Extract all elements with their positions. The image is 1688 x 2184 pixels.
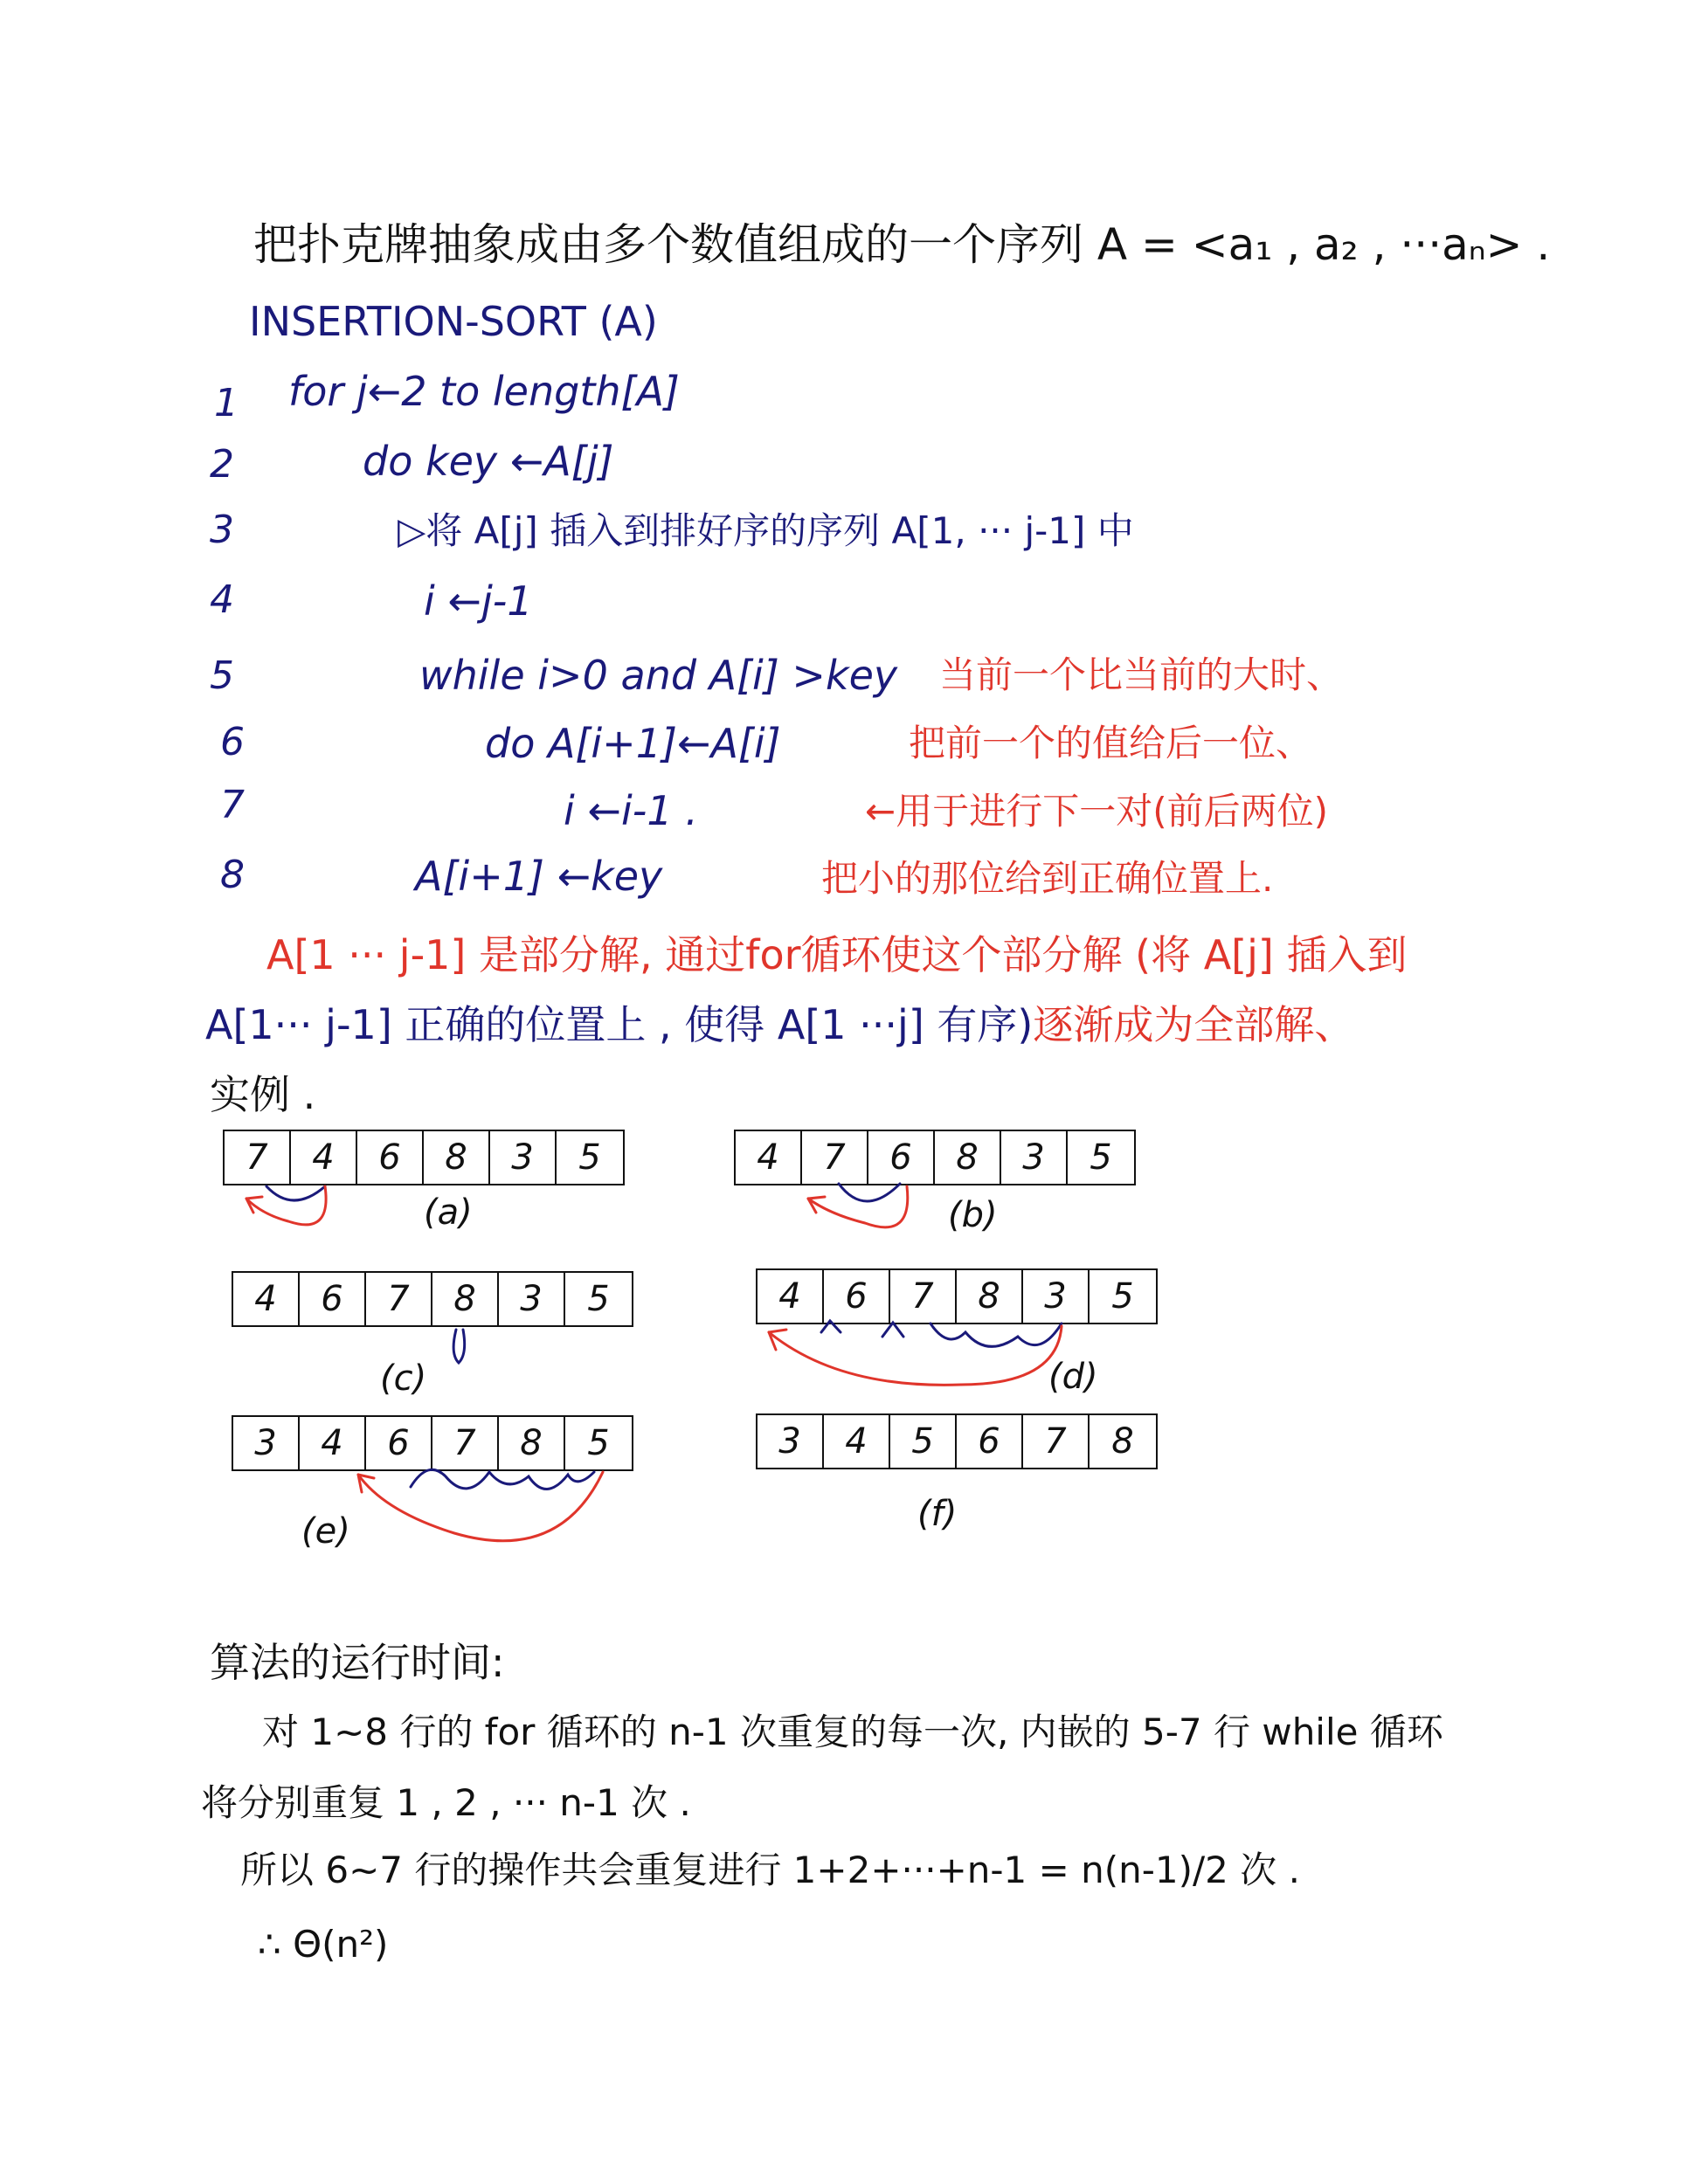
runtime-line: 对 1~8 行的 for 循环的 n-1 次重复的每一次, 内嵌的 5-7 行 while 循环 bbox=[262, 1711, 1443, 1753]
array-cell: 3 bbox=[499, 1273, 565, 1325]
array-cell: 5 bbox=[587, 1423, 610, 1463]
line-number: 1 bbox=[214, 381, 239, 425]
array-cell: 3 bbox=[490, 1131, 557, 1184]
array-cell: 7 bbox=[802, 1131, 868, 1184]
line-number: 7 bbox=[220, 783, 245, 827]
array-label: (e) bbox=[301, 1511, 350, 1552]
array-cell: 5 bbox=[578, 1137, 601, 1178]
array-cell: 6 bbox=[357, 1131, 424, 1184]
code-line: do key ←A[j] bbox=[363, 438, 614, 485]
array-cell: 7 bbox=[1023, 1415, 1090, 1468]
runtime-line: 所以 6~7 行的操作共会重复进行 1+2+···+n-1 = n(n-1)/2 次 . bbox=[240, 1849, 1300, 1891]
blue-swap-arrow bbox=[266, 1186, 325, 1200]
array-cell: 4 bbox=[233, 1273, 300, 1325]
code-line: i ←i-1 . bbox=[564, 787, 698, 834]
runtime-line: 将分别重复 1 , 2 , ··· n-1 次 . bbox=[201, 1781, 691, 1824]
array-cell: 3 bbox=[758, 1415, 824, 1468]
array-label: (f) bbox=[917, 1494, 958, 1534]
array-cell: 5 bbox=[1111, 1276, 1134, 1317]
array-cell: 4 bbox=[736, 1131, 802, 1184]
array-cell: 4 bbox=[824, 1415, 890, 1468]
array-cell: 6 bbox=[366, 1417, 432, 1469]
annotation-line8: 把小的那位给到正确位置上. bbox=[821, 857, 1274, 900]
array-cell: 4 bbox=[300, 1417, 366, 1469]
line-number: 3 bbox=[210, 508, 234, 552]
code-line: do A[i+1]←A[i] bbox=[485, 720, 781, 767]
line-number: 5 bbox=[210, 653, 234, 698]
runtime-line: ∴ Θ(n²) bbox=[258, 1923, 389, 1966]
array-cell: 8 bbox=[935, 1131, 1001, 1184]
annotation-line6: 把前一个的值给后一位、 bbox=[909, 722, 1313, 764]
array-cell: 7 bbox=[366, 1273, 432, 1325]
explanation-line-1: A[1 ··· j-1] 是部分解, 通过for循环使这个部分解 (将 A[j] 插入到 bbox=[266, 931, 1408, 978]
array-cell: 8 bbox=[499, 1417, 565, 1469]
array-cell: 7 bbox=[890, 1270, 957, 1323]
array-label: (d) bbox=[1048, 1357, 1098, 1397]
line-number: 2 bbox=[210, 442, 234, 487]
array-cell: 3 bbox=[1001, 1131, 1068, 1184]
array-cell: 5 bbox=[587, 1279, 610, 1319]
array-cell: 3 bbox=[1023, 1270, 1090, 1323]
red-swap-arrow bbox=[808, 1186, 908, 1227]
line-number: 4 bbox=[210, 577, 234, 622]
array-cell: 8 bbox=[957, 1270, 1023, 1323]
array-cell: 8 bbox=[424, 1131, 490, 1184]
red-swap-arrow bbox=[769, 1326, 1062, 1385]
array-cell: 7 bbox=[432, 1417, 499, 1469]
code-line: for j←2 to length[A] bbox=[288, 368, 680, 415]
explanation-blue-part: A[1··· j-1] 正确的位置上 , 使得 A[1 ···j] 有序) bbox=[205, 1001, 1034, 1048]
array-cell: 5 bbox=[1090, 1137, 1112, 1178]
array-cell: 8 bbox=[432, 1273, 499, 1325]
explanation-red-part: 逐渐成为全部解、 bbox=[1033, 1001, 1355, 1048]
line-number: 8 bbox=[220, 853, 245, 897]
array-label: (c) bbox=[380, 1358, 427, 1399]
annotation-line7: ←用于进行下一对(前后两位) bbox=[865, 790, 1328, 833]
line-number: 6 bbox=[220, 720, 245, 764]
array-cell: 8 bbox=[1111, 1421, 1134, 1462]
runtime-title: 算法的运行时间: bbox=[210, 1639, 505, 1686]
blue-swap-arrow bbox=[821, 1321, 841, 1332]
algorithm-name: INSERTION-SORT (A) bbox=[249, 298, 658, 345]
example-title: 实例 . bbox=[210, 1071, 316, 1118]
annotation-line5: 当前一个比当前的大时、 bbox=[939, 653, 1344, 696]
code-line: while i>0 and A[i] >key bbox=[419, 652, 898, 699]
blue-swap-arrow bbox=[930, 1324, 1062, 1346]
array-cell: 6 bbox=[957, 1415, 1023, 1468]
blue-swap-arrow bbox=[839, 1184, 900, 1201]
blue-swap-arrow bbox=[411, 1469, 594, 1489]
array-cell: 6 bbox=[300, 1273, 366, 1325]
array-cell: 6 bbox=[868, 1131, 935, 1184]
code-line: i ←j-1 bbox=[424, 577, 533, 625]
code-line: A[i+1] ←key bbox=[415, 853, 663, 900]
array-cell: 5 bbox=[890, 1415, 957, 1468]
red-swap-arrow bbox=[246, 1186, 326, 1225]
array-cell: 4 bbox=[758, 1270, 824, 1323]
array-label: (a) bbox=[424, 1192, 473, 1233]
array-cell: 6 bbox=[824, 1270, 890, 1323]
blue-swap-arrow bbox=[882, 1323, 903, 1337]
blue-mark bbox=[453, 1330, 465, 1363]
array-cell: 7 bbox=[225, 1131, 291, 1184]
array-cell: 3 bbox=[233, 1417, 300, 1469]
code-line: ▷将 A[j] 插入到排好序的序列 A[1, ··· j-1] 中 bbox=[398, 509, 1134, 552]
intro-text: 把扑克牌抽象成由多个数值组成的一个序列 A = <a₁ , a₂ , ···aₙ> . bbox=[253, 219, 1551, 270]
array-cell: 4 bbox=[291, 1131, 357, 1184]
array-label: (b) bbox=[948, 1195, 998, 1235]
